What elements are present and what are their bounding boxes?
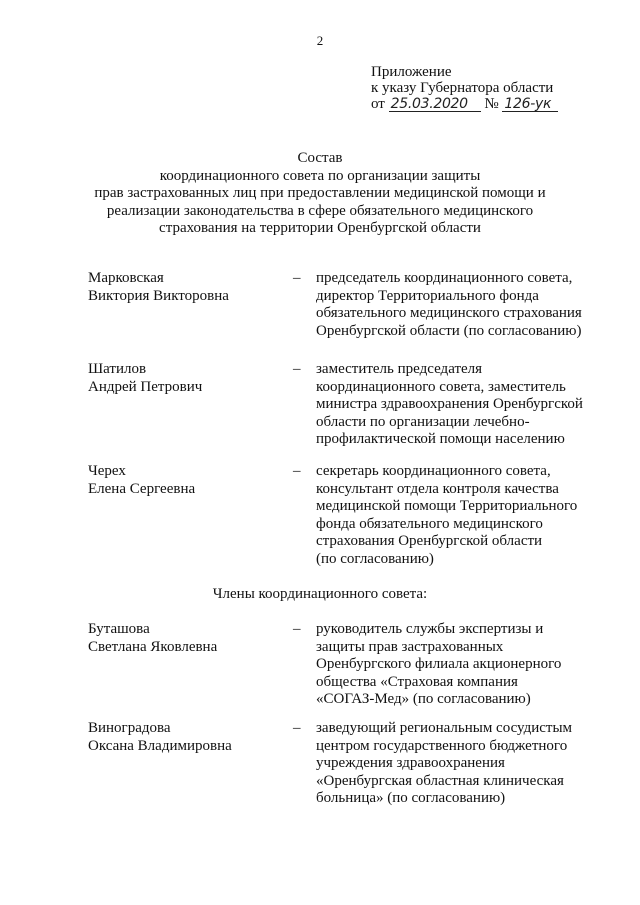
role-line: области по организации лечебно- xyxy=(316,413,530,430)
role-line: защиты прав застрахованных xyxy=(316,638,504,655)
page-number: 2 xyxy=(316,33,324,48)
role-line: учреждения здравоохранения xyxy=(316,755,505,771)
member-name xyxy=(88,270,288,305)
dash-separator: – xyxy=(293,270,301,286)
member-role xyxy=(316,361,606,449)
dash-separator: – xyxy=(293,621,301,637)
handwritten-date: 25.03.2020 xyxy=(389,98,481,112)
role-line: секретарь координационного совета, xyxy=(316,463,551,479)
member-name xyxy=(88,621,288,656)
handwritten-number: 126-ук xyxy=(502,98,558,112)
role-line: общества «Страховая компания xyxy=(316,673,518,690)
member-given-name: Светлана Яковлевна xyxy=(88,638,218,655)
member-role xyxy=(316,463,606,568)
role-line: заведующий региональным сосудистым xyxy=(316,720,573,736)
number-prefix: № xyxy=(484,96,499,112)
member-role xyxy=(316,621,606,709)
role-line: «СОГАЗ-Мед» (по согласованию) xyxy=(316,691,531,707)
role-line: консультант отдела контроля качества xyxy=(316,480,559,497)
member-surname: Марковская xyxy=(88,270,164,286)
role-line: координационного совета, заместитель xyxy=(316,378,566,395)
role-line: руководитель службы экспертизы и xyxy=(316,621,544,637)
dash-separator: – xyxy=(293,463,301,479)
member-surname: Виноградова xyxy=(88,720,171,736)
member-name xyxy=(88,361,288,396)
date-prefix: от xyxy=(371,96,385,112)
appendix-decree-ref: к указу Губернатора области xyxy=(371,80,554,96)
member-surname: Черех xyxy=(88,463,126,479)
role-line: Оренбургской области (по согласованию) xyxy=(316,322,582,339)
title-line: реализации законодательства в сфере обязательного медицинского xyxy=(106,202,534,219)
appendix-title: Приложение xyxy=(371,64,452,80)
dash-separator: – xyxy=(293,361,301,377)
role-line: министра здравоохранения Оренбургской xyxy=(316,396,583,412)
member-given-name: Оксана Владимировна xyxy=(88,737,232,754)
role-line: обязательного медицинского страхования xyxy=(316,305,582,321)
member-given-name: Виктория Викторовна xyxy=(88,287,229,304)
member-name xyxy=(88,463,288,498)
title-line: Состав xyxy=(297,150,343,166)
member-name xyxy=(88,720,288,755)
document-title xyxy=(0,150,640,238)
title-line: координационного совета по организации защиты xyxy=(159,167,481,184)
role-line: (по согласованию) xyxy=(316,550,434,567)
role-line: Оренбургского филиала акционерного xyxy=(316,656,562,672)
role-line: фонда обязательного медицинского xyxy=(316,515,543,532)
member-given-name: Андрей Петрович xyxy=(88,378,203,395)
role-line: председатель координационного совета, xyxy=(316,270,573,286)
member-given-name: Елена Сергеевна xyxy=(88,480,196,497)
dash-separator: – xyxy=(293,720,301,736)
role-line: профилактической помощи населению xyxy=(316,431,565,447)
title-line: страхования на территории Оренбургской области xyxy=(159,220,481,236)
role-line: центром государственного бюджетного xyxy=(316,737,568,754)
member-surname: Шатилов xyxy=(88,361,147,377)
member-surname: Буташова xyxy=(88,621,150,637)
role-line: «Оренбургская областная клиническая xyxy=(316,772,564,789)
appendix-block xyxy=(371,64,558,112)
member-role xyxy=(316,270,606,340)
role-line: директор Территориального фонда xyxy=(316,287,539,304)
role-line: страхования Оренбургской области xyxy=(316,533,543,549)
title-line: прав застрахованных лиц при предоставлении медицинской помощи и xyxy=(94,185,546,201)
member-role xyxy=(316,720,606,808)
role-line: медицинской помощи Территориального xyxy=(316,498,578,514)
role-line: заместитель председателя xyxy=(316,361,483,377)
role-line: больница» (по согласованию) xyxy=(316,790,506,806)
appendix-date-line xyxy=(371,96,558,112)
members-heading: Члены координационного совета: xyxy=(212,586,428,602)
